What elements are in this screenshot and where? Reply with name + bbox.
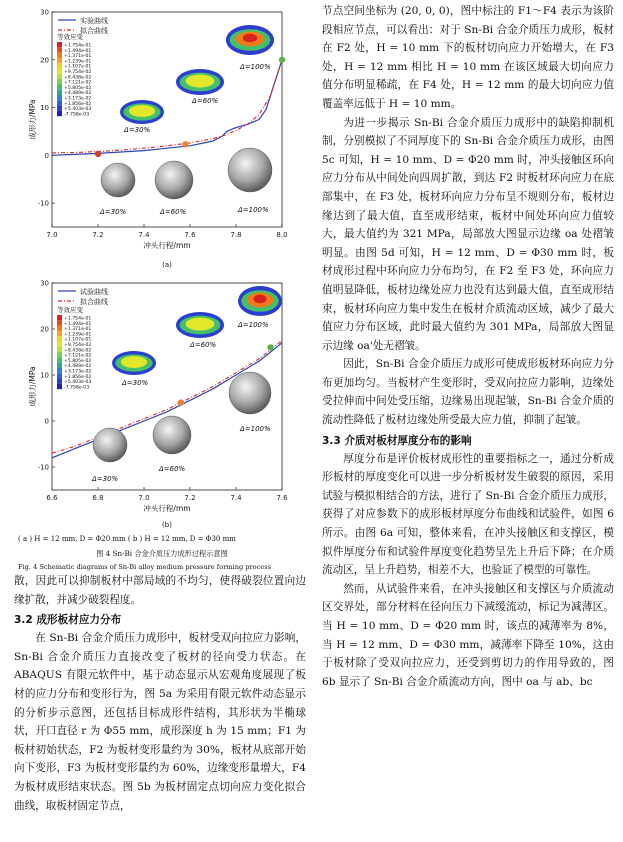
stage-label: Δ=60% [190,341,217,349]
chart-b [14,275,306,530]
y-tick-label: -10 [37,463,49,472]
stage-label: Δ=30% [124,126,151,134]
colorbar-swatch [57,342,62,347]
dome-label: Δ=30% [92,475,119,483]
legend-label-fit: 拟合曲线 [80,298,108,306]
colorbar-value: +1.239e-01 [64,59,92,65]
left-para-1: 散，因此可以抑制板材中部局域的不均匀，使得破裂位置向边缘扩散，并减少破裂程度。 [14,575,306,606]
colorbar-swatch [57,315,62,320]
contour-image [112,351,156,375]
contour-core [243,34,257,42]
x-tick-label: 6.6 [46,494,58,502]
contour-inner [186,318,215,331]
y-tick-label: -10 [37,199,49,208]
colorbar-value: +1.754e-01 [64,316,92,322]
colorbar-swatch [57,357,62,362]
colorbar-swatch [57,384,62,389]
colorbar-value: +4.489e-02 [64,364,92,370]
colorbar-swatch [57,111,62,116]
colorbar-swatch [57,352,62,357]
colorbar-swatch [57,106,62,111]
colorbar-value: +7.121e-02 [64,353,92,359]
x-tick-label: 7.6 [276,494,288,502]
colorbar-value: +1.856e-02 [64,374,92,380]
y-tick-label: 20 [40,56,49,65]
right-text [322,2,614,691]
x-tick-label: 7.6 [184,231,196,239]
colorbar-value: +5.805e-02 [64,85,92,91]
y-tick-label: 30 [40,279,49,288]
chart-a-svg [14,2,306,270]
colorbar-value: +1.239e-01 [64,332,92,338]
chart-b-svg [14,275,306,530]
colorbar-swatch [57,363,62,368]
right-para-1: 节点空间坐标为 (20, 0, 0)，图中标注的 F1～F4 表示为该阶段相应节点，可以看出：对于 Sn-Bi 合金介质压力成形，板材在 F2 处，H = 10 mm 下的板材切向应力开始增大，在 F3 处，H = 12 mm 相比 H = 10 mm 在该区域最大切向应力值分布明显稀疏，在 F4 处，H = 12 mm 的最大切向应力值覆盖率远低于 H = 10 mm。 [322,5,615,110]
colorbar-value: +1.494e-01 [64,48,92,54]
dome-label: Δ=30% [100,208,127,216]
contour-inner [121,356,147,368]
x-tick-label: 7.4 [230,494,242,502]
heading-3-2: 3.2 成形板材应力分布 [14,614,122,627]
strain-colorbar [57,32,91,117]
stage-marker [267,344,273,350]
colorbar-value: +1.856e-02 [64,101,92,107]
colorbar-swatch [57,63,62,68]
colorbar-swatch [57,336,62,341]
x-axis-label: 冲头行程/mm [143,504,191,513]
colorbar-title: 等效应变 [57,306,83,314]
y-tick-label: 0 [44,417,49,426]
colorbar-value: +8.438e-02 [64,348,92,354]
colorbar-value: +1.107e-01 [64,337,92,343]
chart-a [14,2,306,270]
x-tick-label: 7.2 [184,494,196,502]
colorbar-swatch [57,58,62,63]
subfigure-label: (b) [162,521,172,529]
stage-label: Δ=30% [122,379,149,387]
dome-photo [93,428,127,462]
y-tick-label: 30 [40,8,49,17]
stage-marker [279,57,285,63]
colorbar-value: +1.107e-01 [64,64,92,70]
colorbar-value: +1.754e-01 [64,43,92,49]
colorbar-swatch [57,84,62,89]
colorbar-value: +3.173e-02 [64,96,92,102]
stage-label: Δ=100% [240,63,271,71]
left-para-2: 在 Sn-Bi 合金介质压力成形中，板材受双向拉应力影响，Sn-Bi 合金介质压力直接改变了板材的径向受力状态。在 ABAQUS 有限元软件中，基于动态显示从宏观角度展现了板材的应力分布和变形行为，图 5a 为采用有限元软件动态显示的分析步示意图，还包括目标成形件结构，其形状为半椭球状，开口直径 r 为 Φ55 mm，成形深度 h 为 15 mm；F1 为板材初始状态，F2 为板材变形量约为 30%，板材从底部开始向下变形，F3 为板材变形量约为 60%，边缘变形量增大，F4 为板材成形结束状态。图 5b 为板材固定点切向应力变化拟合曲线，取板材固定节点， [14,632,306,812]
contour-inner [186,75,215,88]
colorbar-value: +5.403e-03 [64,380,92,386]
colorbar-value: +1.494e-01 [64,321,92,327]
colorbar-swatch [57,100,62,105]
x-tick-label: 8.0 [276,231,288,239]
colorbar-title: 等效应变 [57,33,83,41]
colorbar-value: -7.758e-03 [64,112,90,118]
dome-label: Δ=60% [160,208,187,216]
colorbar-value: -7.758e-03 [64,385,90,391]
right-para-5: 然而，从试验件来看，在冲头接触区和支撑区与介质流动区交界处，部分材料在径向压力下减缓流动，标记为减薄区。当 H = 10 mm、D = Φ20 mm 时，该点的减薄率为 8%，当 H = 12 mm、D = Φ30 mm，减薄率下降至 10%，这由于板材除了受双向拉应力，还受到剪切力的作用导致的，图 6b 显示了 Sn-Bi 合金介质流动方向，图中 oa 与 ab、bc [322,582,614,688]
caption-zh: 图 4 Sn-Bi 合金介质压力成形过程示意图 [96,549,228,558]
contour-image [176,69,224,95]
right-para-4: 厚度分布是评价板材成形性的重要指标之一，通过分析成形板材的厚度变化可以进一步分析板材发生破裂的原因，采用试验与模拟相结合的方法，进行了 Sn-Bi 合金介质压力成形，获得了对应参数下的成形板材厚度分布曲线和试验件，如图 6 所示。由图 6a 可知，整体来看，在冲头接触区和支撑区，模拟件厚度分布和试验件厚度变化趋势呈先上升后下降；在介质流动区，呈上升趋势，相差不大，也验证了模型的可靠性。 [322,452,614,577]
dome-label: Δ=100% [238,206,269,214]
legend-label-experiment: 试验曲线 [80,288,108,296]
dome-label: Δ=60% [159,465,186,473]
colorbar-value: +5.805e-02 [64,358,92,364]
legend-label-fit: 拟合曲线 [80,27,108,35]
x-tick-label: 7.4 [138,231,150,239]
contour-image [226,25,274,55]
colorbar-value: +8.438e-02 [64,75,92,81]
stage-marker [178,399,184,405]
x-tick-label: 7.8 [230,231,242,239]
colorbar-value: +4.489e-02 [64,91,92,97]
colorbar-swatch [57,347,62,352]
colorbar-swatch [57,42,62,47]
y-tick-label: 20 [40,325,49,334]
colorbar-swatch [57,320,62,325]
colorbar-swatch [57,368,62,373]
dome-photo [153,416,191,454]
contour-image [120,100,164,124]
colorbar-swatch [57,379,62,384]
left-text [14,572,306,815]
y-tick-label: 0 [44,151,49,160]
colorbar-value: +9.754e-02 [64,343,92,348]
colorbar-value: +1.371e-01 [64,327,92,333]
dome-photo [155,161,193,199]
right-para-3: 因此，Sn-Bi 合金介质压力成形可使成形板材环向应力分布更加均匀。当板材产生变形时，受双向拉应力影响，边缘处受拉伸而中间处受压缩，边缘易出现起皱，Sn-Bi 合金介质的流动性降低了板材边缘处所受最大应力值，抑制了起皱。 [322,358,614,427]
legend [58,287,108,306]
stage-marker [95,151,101,157]
stage-marker [182,141,188,147]
x-tick-label: 7.0 [138,494,150,502]
x-axis-label: 冲头行程/mm [143,241,191,250]
dome-label: Δ=100% [240,425,271,433]
x-tick-label: 7.0 [46,231,58,239]
y-axis-label: 成形力/MPa [28,366,37,407]
colorbar-swatch [57,373,62,378]
colorbar-swatch [57,326,62,331]
caption-en: Fig. 4 Schematic diagrams of Sn-Bi alloy medium pressure forming process [18,563,271,571]
contour-core [253,295,266,303]
dome-photo [228,148,272,192]
colorbar-swatch [57,53,62,58]
colorbar-swatch [57,69,62,74]
y-axis-label: 成形力/MPa [28,99,37,140]
right-para-2: 为进一步揭示 Sn-Bi 合金介质压力成形中的缺陷抑制机制，分别模拟了不同厚度下的 Sn-Bi 合金介质压力成形，由图 5c 可知，H = 10 mm、D = Φ20 mm 时，冲头接触区环向应力分布从中间处向四周扩散，到达 F2 时板材环向应力在底部集中，在 F3 处，板材环向应力分布呈不规则分布，板材边缘达到了最大值，直至成形结束，板材中间处环向应力值较大，最大值约为 321 MPa，局部放大图显示边缘 oa 处褶皱明显。由图 5d 可知，H = 12 mm、D = Φ30 mm 时，板材成形过程中环向应力分布均匀，在 F2 至 F3 处，环向应力值明显降低，板材边缘处应力也没有达到最大值，直至成形结束，板材环向应力集中发生在板材介质流动区域，减少了最大值应力分布区域，此时最大值约为 301 MPa，局部放大图显示边缘 oa'处无褶皱。 [322,116,614,352]
subfigure-label: (a) [162,261,172,269]
caption-sub: ( a ) H = 12 mm, D = Φ20 mm ( b ) H = 12 mm, D = Φ30 mm [18,535,236,543]
dome-photo [229,372,271,414]
contour-image [176,312,224,338]
colorbar-swatch [57,47,62,52]
x-tick-label: 6.8 [92,494,104,502]
colorbar-swatch [57,90,62,95]
figure-captions [18,534,306,572]
stage-label: Δ=100% [238,321,269,329]
contour-inner [129,105,155,117]
colorbar-value: +3.173e-02 [64,369,92,375]
colorbar-value: +5.403e-03 [64,107,92,113]
stage-label: Δ=60% [192,97,219,105]
colorbar-value: +9.754e-02 [64,70,92,75]
colorbar-value: +7.121e-02 [64,80,92,86]
dome-photo [101,163,135,197]
colorbar-value: +1.371e-01 [64,54,92,60]
colorbar-swatch [57,331,62,336]
colorbar-swatch [57,95,62,100]
heading-3-3: 3.3 介质对板材厚度分布的影响 [322,434,472,447]
colorbar-swatch [57,79,62,84]
contour-image [238,286,282,316]
strain-colorbar [57,305,91,390]
legend-label-experiment: 实验曲线 [80,17,108,25]
colorbar-swatch [57,74,62,79]
y-tick-label: 10 [40,104,49,113]
x-tick-label: 7.2 [92,231,104,239]
y-tick-label: 10 [40,371,49,380]
